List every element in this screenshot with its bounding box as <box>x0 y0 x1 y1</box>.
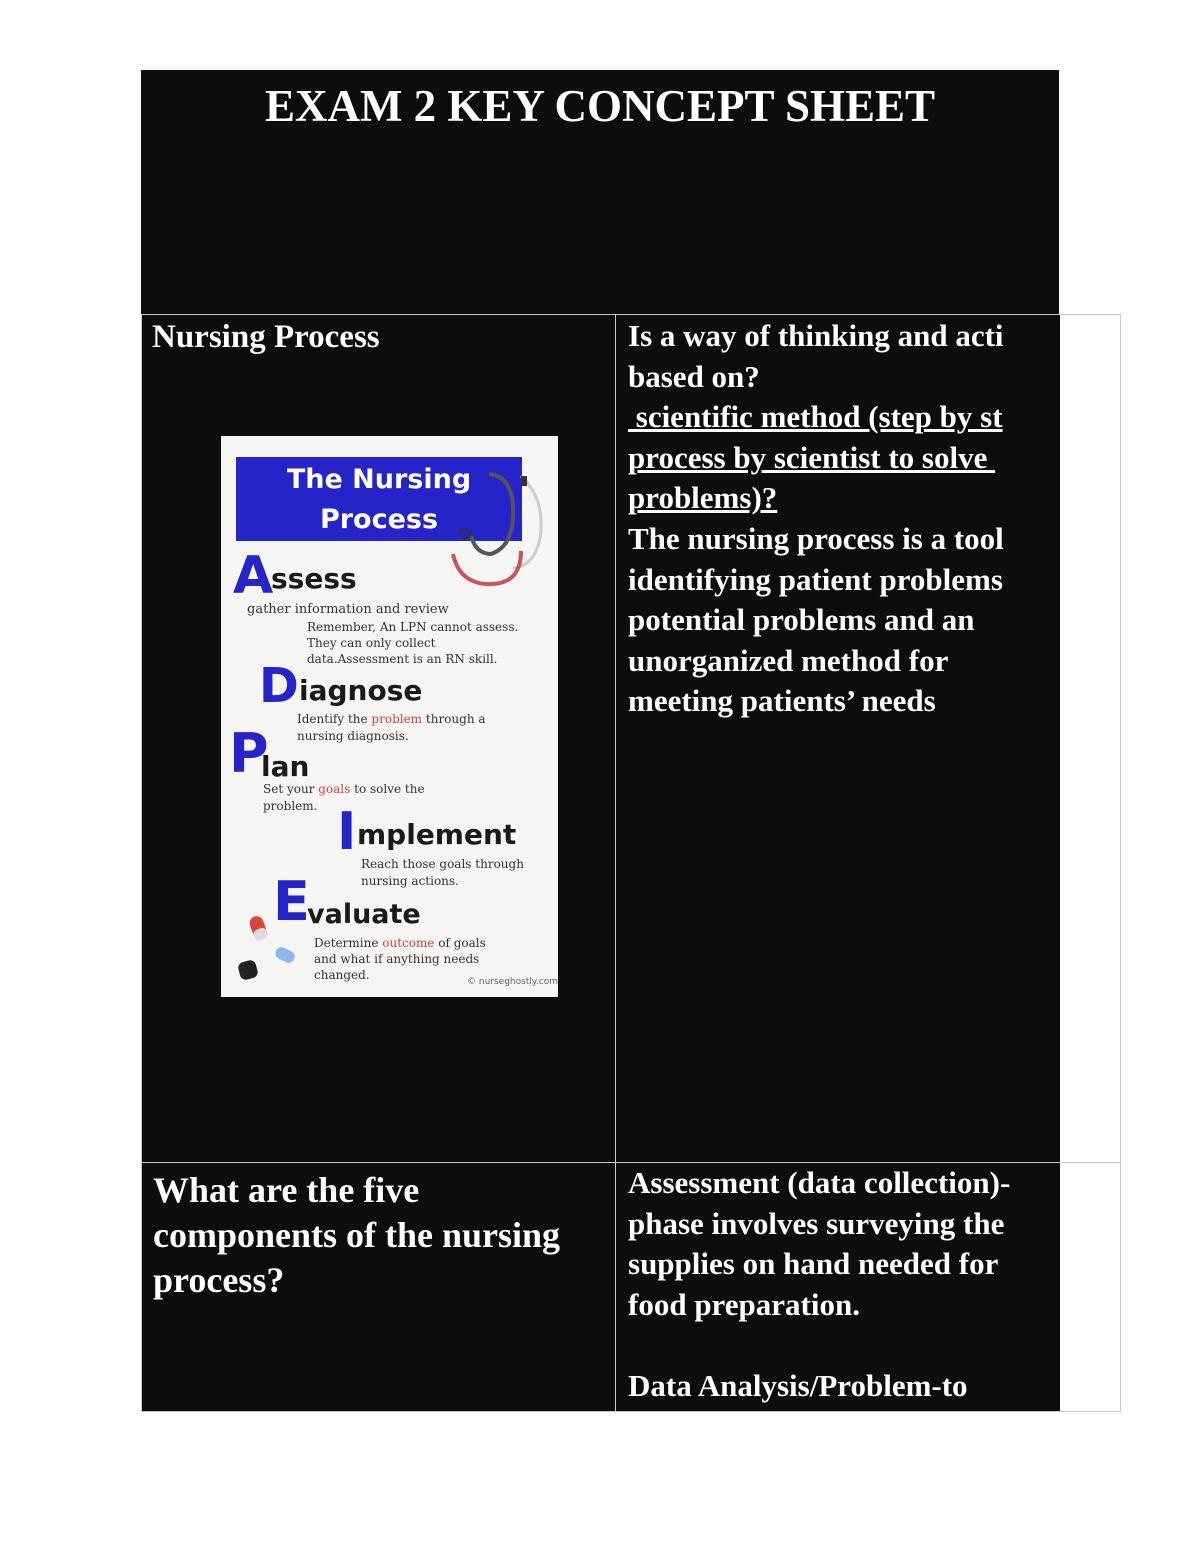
answer-line: supplies on hand needed for <box>628 1246 999 1282</box>
implement-text-1: Reach those goals through <box>361 857 524 871</box>
diagnose-text <box>297 712 486 727</box>
assess-word: ssess <box>271 562 357 595</box>
pills-icon <box>231 911 311 991</box>
answer-line: Is a way of thinking and acti <box>628 318 1004 353</box>
answer-line: Assessment (data collection)- <box>628 1165 1011 1200</box>
plan-text-b: to solve the <box>350 782 425 796</box>
row-1-question: Nursing Process <box>152 319 380 355</box>
answer-line: food preparation. <box>628 1286 860 1322</box>
answer-line: identifying patient problems <box>628 561 1003 597</box>
diagnose-word: iagnose <box>299 674 423 707</box>
evaluate-text-b: of goals <box>434 936 486 950</box>
evaluate-text-a: Determine <box>314 936 383 950</box>
answer-line: based on? <box>628 358 760 394</box>
diagnose-text-2: nursing diagnosis. <box>297 729 409 743</box>
diagnose-text-b: through a <box>422 712 486 726</box>
assess-text: gather information and review <box>247 602 449 617</box>
row-1-answer-cell <box>615 314 1121 1163</box>
evaluate-letter: E <box>273 870 310 933</box>
answer-line: phase involves surveying the <box>628 1205 1005 1241</box>
row-1-answer <box>628 316 1068 722</box>
poster-credit: © nurseghostly.com <box>467 977 558 987</box>
plan-text-2: problem. <box>263 799 318 813</box>
implement-word: mplement <box>357 818 517 851</box>
evaluate-text-2: and what if anything needs <box>314 952 480 966</box>
answer-line: The nursing process is a tool <box>628 520 1004 556</box>
page-title: EXAM 2 KEY CONCEPT SHEET <box>264 81 936 131</box>
implement-text-2: nursing actions. <box>361 874 459 888</box>
answer-line: potential problems and an <box>628 602 975 638</box>
title-block <box>141 70 1059 314</box>
answer-line-underlined: scientific method (step by st <box>628 399 1003 435</box>
plan-text <box>263 782 425 797</box>
row-2-question: What are the five components of the nursing process? <box>153 1170 561 1300</box>
row-2-question-cell <box>141 1162 616 1412</box>
diagnose-text-a: Identify the <box>297 712 372 726</box>
implement-letter: I <box>337 802 357 862</box>
nursing-process-poster <box>221 436 558 997</box>
diagnose-letter: D <box>259 658 299 714</box>
row-2-answer-cell <box>615 1162 1121 1412</box>
plan-text-red: goals <box>318 782 351 796</box>
answer-line: meeting patients’ needs <box>628 683 936 719</box>
assess-note-1: Remember, An LPN cannot assess. <box>307 620 519 634</box>
poster-title-line-1: The Nursing <box>286 464 472 495</box>
evaluate-text <box>314 936 486 951</box>
answer-line: unorganized method for <box>628 642 949 678</box>
evaluate-text-3: changed. <box>314 968 370 982</box>
evaluate-word: valuate <box>307 899 421 930</box>
assess-note-3: data.Assessment is an RN skill. <box>307 652 498 666</box>
diagnose-text-red: problem <box>371 712 423 726</box>
plan-word: lan <box>261 750 310 783</box>
assess-letter: A <box>233 546 274 606</box>
answer-line-underlined: process by scientist to solve <box>628 439 996 475</box>
answer-line <box>628 1325 1068 1366</box>
answer-line: Data Analysis/Problem-to <box>628 1367 968 1403</box>
poster-title-line-2: Process <box>319 504 439 535</box>
row-2-answer <box>628 1163 1068 1407</box>
plan-text-a: Set your <box>263 782 319 796</box>
answer-line-underlined: problems)? <box>628 480 778 516</box>
evaluate-text-red: outcome <box>382 936 435 950</box>
plan-letter: P <box>229 722 269 785</box>
assess-note-2: They can only collect <box>307 636 436 650</box>
